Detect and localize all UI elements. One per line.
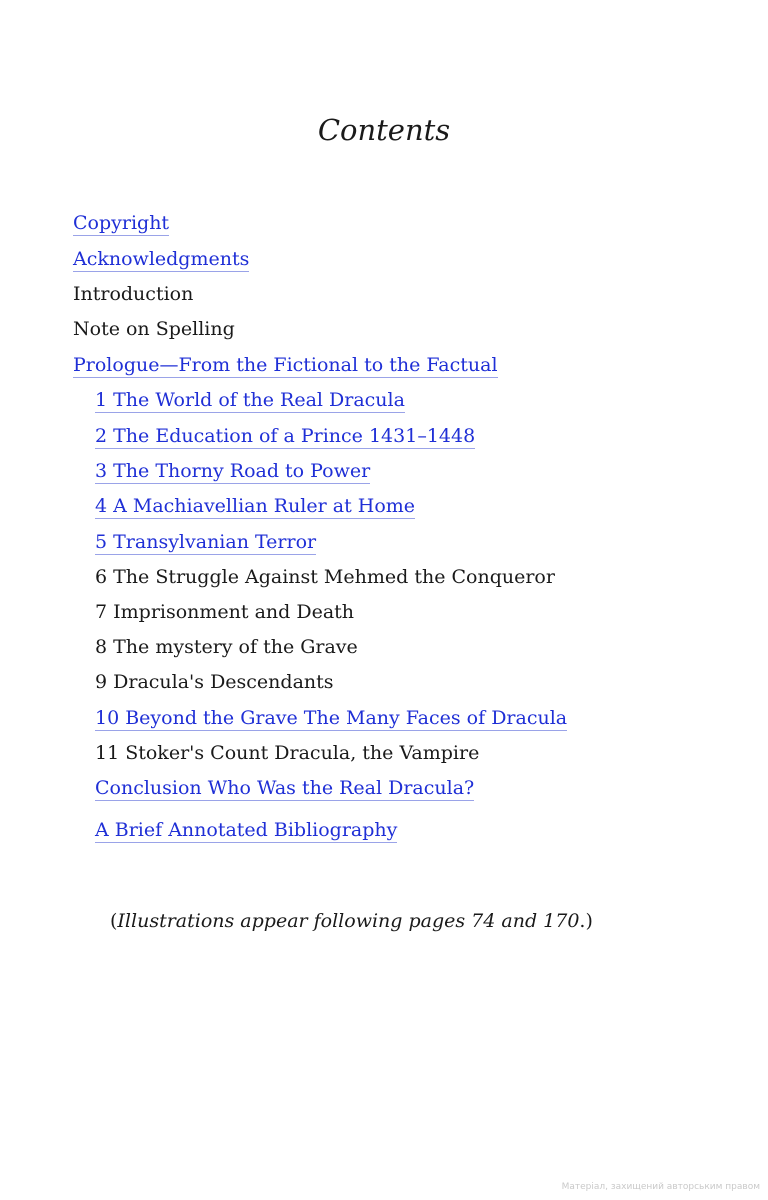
note-text: Illustrations appear following pages 74 and 170 (117, 910, 580, 932)
toc-item-chapter-4[interactable]: 4 A Machiavellian Ruler at Home (95, 495, 416, 517)
toc-item-chapter-9: 9 Dracula's Descendants (95, 671, 334, 693)
toc-item-bibliography[interactable]: A Brief Annotated Bibliography (95, 819, 398, 841)
toc-item-note-on-spelling: Note on Spelling (73, 318, 235, 340)
note-close-paren: .) (579, 910, 593, 932)
toc-item-chapter-7: 7 Imprisonment and Death (95, 601, 355, 623)
toc-item-conclusion[interactable]: Conclusion Who Was the Real Dracula? (95, 777, 475, 799)
toc-item-chapter-8: 8 The mystery of the Grave (95, 636, 358, 658)
illustrations-note (110, 910, 593, 932)
toc-item-chapter-2[interactable]: 2 The Education of a Prince 1431–1448 (95, 425, 476, 447)
toc-item-chapter-3[interactable]: 3 The Thorny Road to Power (95, 460, 371, 482)
toc-item-introduction: Introduction (73, 283, 194, 305)
toc-item-chapter-10[interactable]: 10 Beyond the Grave The Many Faces of Dracula (95, 707, 568, 729)
note-open-paren: ( (110, 910, 118, 932)
toc-item-chapter-5[interactable]: 5 Transylvanian Terror (95, 531, 317, 553)
toc-item-chapter-11: 11 Stoker's Count Dracula, the Vampire (95, 742, 480, 764)
copyright-watermark: Матеріал, захищений авторським правом (561, 1182, 760, 1192)
toc-item-acknowledgments[interactable]: Acknowledgments (73, 248, 250, 270)
toc-item-chapter-1[interactable]: 1 The World of the Real Dracula (95, 389, 405, 411)
toc-item-prologue[interactable]: Prologue—From the Fictional to the Factual (73, 354, 498, 376)
toc-item-copyright[interactable]: Copyright (73, 212, 170, 234)
page-title: Contents (317, 113, 451, 147)
toc-item-chapter-6: 6 The Struggle Against Mehmed the Conqueror (95, 566, 555, 588)
